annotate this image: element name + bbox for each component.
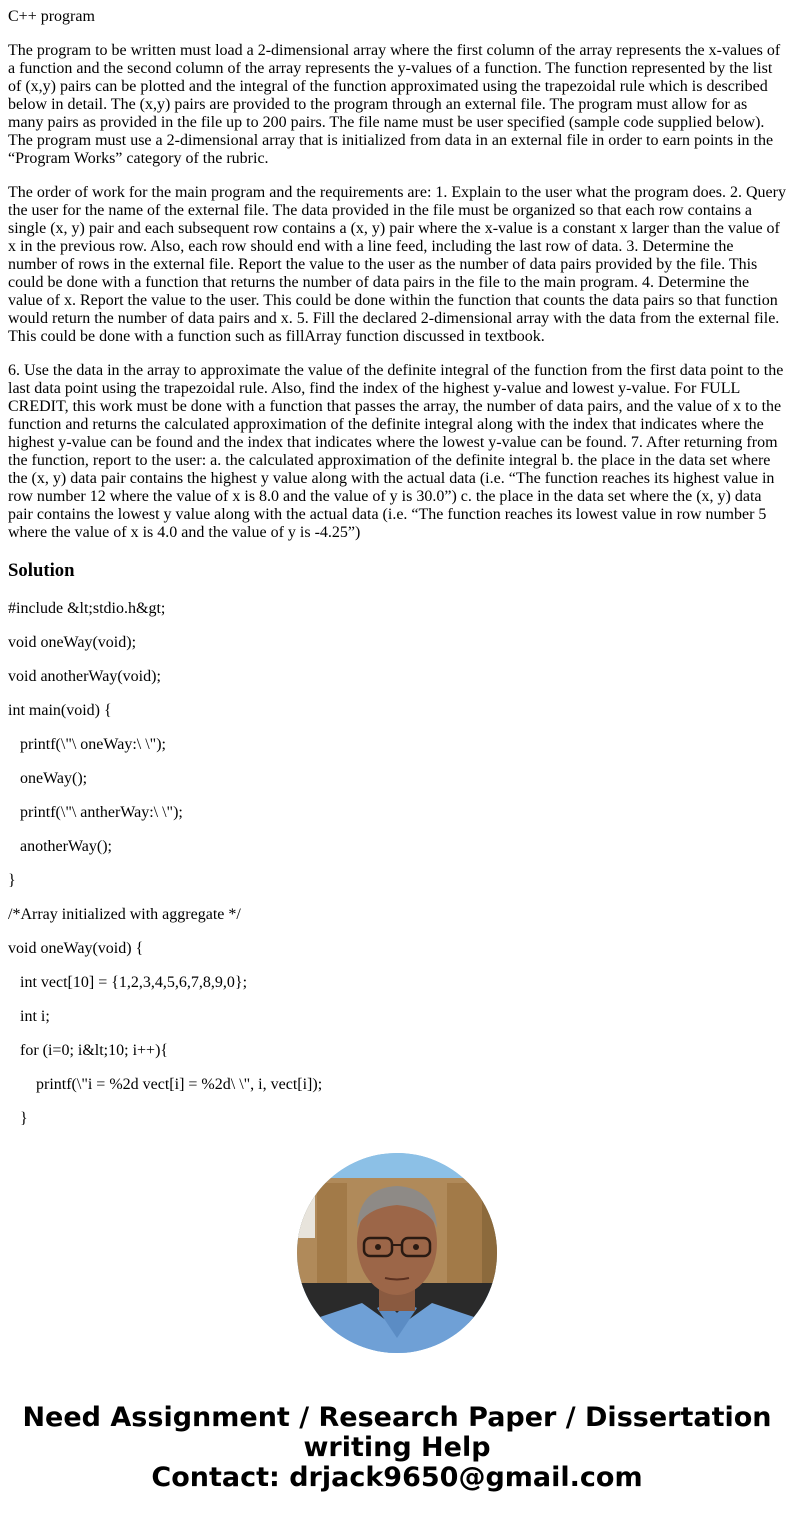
code-line: #include &lt;stdio.h&gt; bbox=[8, 600, 166, 617]
banner-contact-line: Contact: drjack9650@gmail.com bbox=[151, 1462, 643, 1493]
document-title: C++ program bbox=[8, 8, 95, 25]
document-body bbox=[8, 0, 786, 582]
author-avatar bbox=[297, 1153, 497, 1353]
code-line: printf(\"\ antherWay:\ \"); bbox=[8, 804, 183, 821]
code-line: void oneWay(void) { bbox=[8, 940, 144, 957]
banner-line-1: Need Assignment / Research Paper / Dissertation bbox=[22, 1402, 772, 1433]
code-line: printf(\"i = %2d vect[i] = %2d\ \", i, vect[i]); bbox=[8, 1076, 323, 1093]
question-paragraph-1: The program to be written must load a 2-dimensional array where the first column of the array represents the x-values of a function and the second column of the array represents the y-values of a function. The function represented by the list of (x,y) pairs can be plotted and the integral of the function approximated using the trapezoidal rule which is described below in detail. The (x,y) pairs are provided to the program through an external file. The program must allow for as many pairs as provided in the file up to 200 pairs. The file name must be user specified (sample code supplied below). The program must use a 2-dimensional array that is initialized from data in an external file in order to earn points in the “Program Works” category of the rubric. bbox=[8, 42, 781, 167]
solution-heading: Solution bbox=[8, 560, 75, 581]
code-line: int main(void) { bbox=[8, 702, 112, 719]
solution-code bbox=[8, 600, 786, 1125]
code-line: anotherWay(); bbox=[8, 838, 112, 855]
question-paragraph-2: The order of work for the main program and the requirements are: 1. Explain to the user what the program does. 2. Query the user for the name of the external file. The data provided in the file must be organized so that each row contains a single (x, y) pair and each subsequent row contains a (x, y) pair where the x-value is a constant x larger than the value of x in the previous row. Also, each row should end with a line feed, including the last row of data. 3. Determine the number of rows in the external file. Report the value to the user as the number of data pairs provided by the file. This could be done with a function that returns the number of data pairs in the file to the main program. 4. Determine the value of x. Report the value to the user. This could be done within the function that counts the data pairs so that function would return the number of data pairs and x. 5. Fill the declared 2-dimensional array with the data from the external file. This could be done with a function such as fillArray function discussed in textbook. bbox=[8, 184, 786, 345]
question-paragraph-3: 6. Use the data in the array to approximate the value of the definite integral of the function from the first data point to the last data point using the trapezoidal rule. Also, find the index of the highest y-value and lowest y-value. For FULL CREDIT, this work must be done with a function that passes the array, the number of data pairs, and the value of x to the function and returns the calculated approximation of the definite integral along with the index that indicates where the highest y-value can be found and the index that indicates where the lowest y-value can be found. 7. After returning from the function, report to the user: a. the calculated approximation of the definite integral b. the place in the data set where the (x, y) data pair contains the highest y value along with the actual data (i.e. “The function reaches its highest value in row number 12 where the value of x is 8.0 and the value of y is 30.0”) c. the place in the data set where the (x, y) data pair contains the lowest y value along with the actual data (i.e. “The function reaches its lowest value in row number 5 where the value of x is 4.0 and the value of y is -4.25”) bbox=[8, 362, 784, 541]
code-line: int vect[10] = {1,2,3,4,5,6,7,8,9,0}; bbox=[8, 974, 248, 991]
code-line: int i; bbox=[8, 1008, 50, 1025]
code-line: for (i=0; i&lt;10; i++){ bbox=[8, 1042, 169, 1059]
banner-line-2: writing Help bbox=[303, 1432, 491, 1463]
person-photo-icon bbox=[297, 1153, 497, 1353]
code-line: void oneWay(void); bbox=[8, 634, 137, 651]
code-line: printf(\"\ oneWay:\ \"); bbox=[8, 736, 166, 753]
code-line: oneWay(); bbox=[8, 770, 88, 787]
code-line: void anotherWay(void); bbox=[8, 668, 161, 685]
code-line: /*Array initialized with aggregate */ bbox=[8, 906, 241, 923]
contact-banner bbox=[0, 1403, 794, 1493]
code-line: } bbox=[8, 872, 16, 889]
code-line: } bbox=[8, 1110, 28, 1125]
